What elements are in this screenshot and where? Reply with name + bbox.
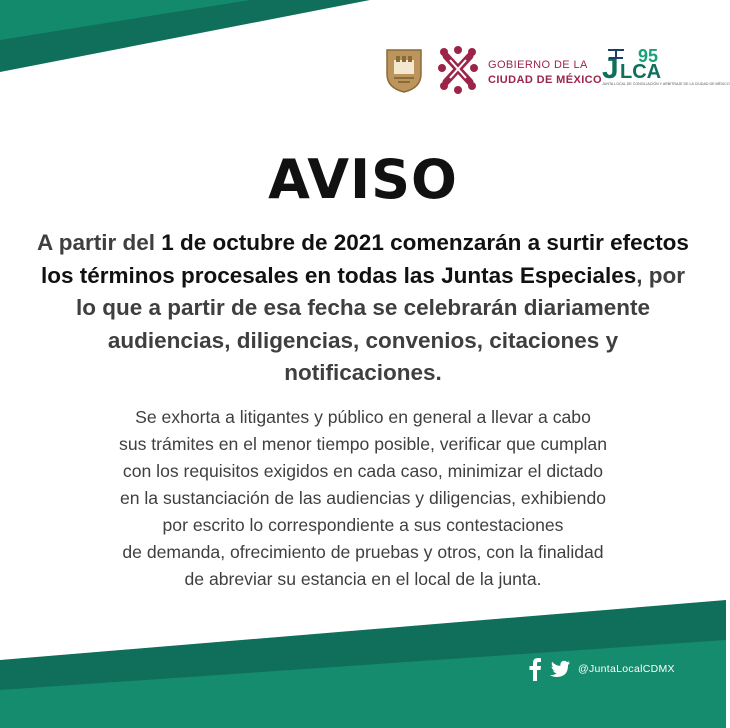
social-handle[interactable]: @JuntaLocalCDMX xyxy=(578,663,675,675)
cdmx-emblem-icon xyxy=(436,44,480,96)
body-line: de abreviar su estancia en el local de la junta. xyxy=(184,569,542,589)
body-line: de demanda, ofrecimiento de pruebas y otros, con la finalidad xyxy=(122,542,604,562)
facebook-icon[interactable] xyxy=(528,657,542,681)
body-line: en la sustanciación de las audiencias y diligencias, exhibiendo xyxy=(119,488,607,508)
escudo-icon xyxy=(384,48,424,94)
twitter-icon[interactable] xyxy=(550,660,570,678)
body-line: sus trámites en el menor tiempo posible, verificar que cumplan xyxy=(119,434,607,454)
notice-title: AVISO xyxy=(268,148,458,211)
jlca-letters: LCA xyxy=(620,61,662,83)
lead-intro: A partir del xyxy=(37,230,162,255)
gov-line-2: CIUDAD DE MÉXICO xyxy=(488,74,602,86)
jlca-number: 95 xyxy=(638,46,659,66)
notice-lead xyxy=(30,227,696,390)
gov-line-1: GOBIERNO DE LA xyxy=(488,59,588,71)
jlca-initial: J xyxy=(602,52,619,85)
body-line: por escrito lo correspondiente a sus contestaciones xyxy=(162,515,564,535)
body-line: con los requisitos exigidos en cada caso, minimizar el dictado xyxy=(122,461,604,481)
body-line: Se exhorta a litigantes y público en general a llevar a cabo xyxy=(135,407,591,427)
gov-cdmx-wordmark xyxy=(488,58,602,88)
jlca-logo-icon xyxy=(600,44,730,96)
jlca-subtitle: JUNTA LOCAL DE CONCILIACIÓN Y ARBITRAJE DE LA CIUDAD DE MÉXICO xyxy=(602,82,730,86)
notice-body xyxy=(40,404,686,593)
lead-rest: , por lo que a partir de esa fecha se celebrarán diariamente audiencias, diligencias, convenios, citaciones y notificaciones. xyxy=(75,262,685,385)
lead-highlight: 1 de octubre de 2021 comenzarán a surtir efectos los términos procesales en todas las Juntas Especiales xyxy=(40,230,689,288)
